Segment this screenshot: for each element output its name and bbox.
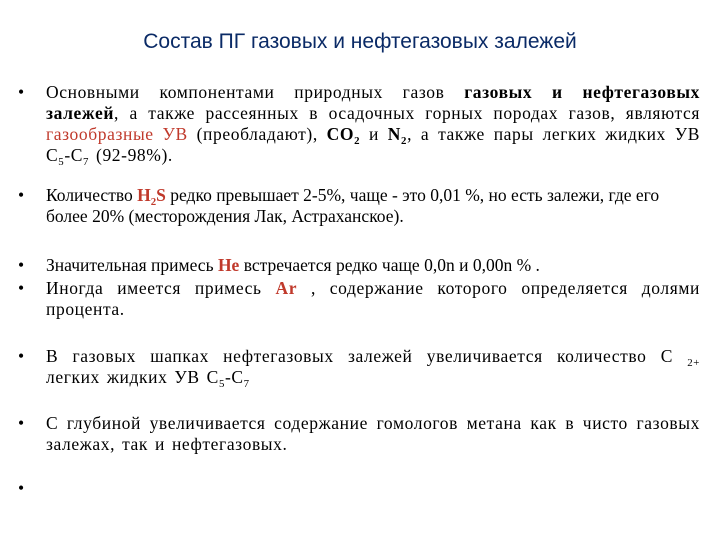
subscript: 7 (83, 155, 90, 168)
bold-run: газовых и нефтегазовых залежей (46, 82, 700, 123)
bullet-mark: • (18, 278, 25, 298)
formula-h2s: S (156, 185, 166, 205)
subscript: 2 (150, 195, 157, 208)
bullet-text-3 (46, 255, 700, 276)
bullet-text-1 (46, 82, 700, 166)
text-run: В газовых шапках нефтегазовых залежей увеличивается количество С (46, 346, 688, 366)
bullet-item-2 (18, 185, 700, 227)
formula-co2: СО (326, 124, 355, 144)
subscript: 2+ (687, 356, 700, 369)
text-run: легких жидких УВ С (46, 367, 219, 387)
formula-he: Не (217, 255, 240, 275)
formula-ar: Ar (275, 278, 298, 298)
bullet-mark: • (18, 82, 25, 102)
text-run: Иногда имеется примесь (46, 278, 276, 298)
bullet-mark: • (18, 346, 25, 366)
text-run: (преобладают), (187, 124, 327, 144)
bullet-item-6 (18, 413, 700, 455)
bullet-item-4 (18, 278, 700, 320)
subscript: 7 (243, 377, 250, 390)
bullet-text-5 (46, 346, 700, 388)
slide-title: Состав ПГ газовых и нефтегазовых залежей (143, 30, 577, 53)
bullet-mark: • (18, 185, 25, 205)
bullet-item-5 (18, 346, 700, 388)
text-run: , а также пары легких жидких УВ С (46, 124, 700, 165)
bullet-mark: • (18, 478, 25, 498)
bullet-text-2 (46, 185, 700, 227)
text-run: -С (224, 367, 244, 387)
highlight-run: газообразные УВ (46, 124, 188, 144)
subscript: 2 (401, 134, 408, 147)
subscript: 2 (354, 134, 361, 147)
bullet-text-6: С глубиной увеличивается содержание гомологов метана как в чисто газовых залежах, так и нефтегазовых. (46, 413, 700, 454)
text-run: -С (64, 145, 84, 165)
bullet-item-3 (18, 255, 700, 276)
text-run: Значительная примесь (46, 255, 218, 275)
bullet-item-1 (18, 82, 700, 166)
text-run: редко превышает 2-5%, чаще - это 0,01 %, но есть залежи, где его более 20% (месторождения Лак, Астраханское). (46, 185, 660, 226)
formula-h2s: H (137, 185, 151, 205)
text-run: , содержание которого определяется долями процента. (46, 278, 700, 319)
bullet-mark: • (18, 413, 25, 433)
text-run: Основными компонентами природных газов (46, 82, 465, 102)
text-run: и (360, 124, 388, 144)
text-run: встречается редко чаще 0,0n и 0,00n % . (239, 255, 540, 275)
bullet-text-4 (46, 278, 700, 320)
text-run: , а также рассеянных в осадочных горных породах газов, являются (114, 103, 700, 123)
subscript: 5 (218, 377, 225, 390)
bullet-item-7-empty (18, 478, 700, 499)
bullet-mark: • (18, 255, 25, 275)
text-run: (92-98%). (89, 145, 173, 165)
subscript: 5 (58, 155, 65, 168)
formula-n2: N (387, 124, 402, 144)
text-run: Количество (46, 185, 138, 205)
